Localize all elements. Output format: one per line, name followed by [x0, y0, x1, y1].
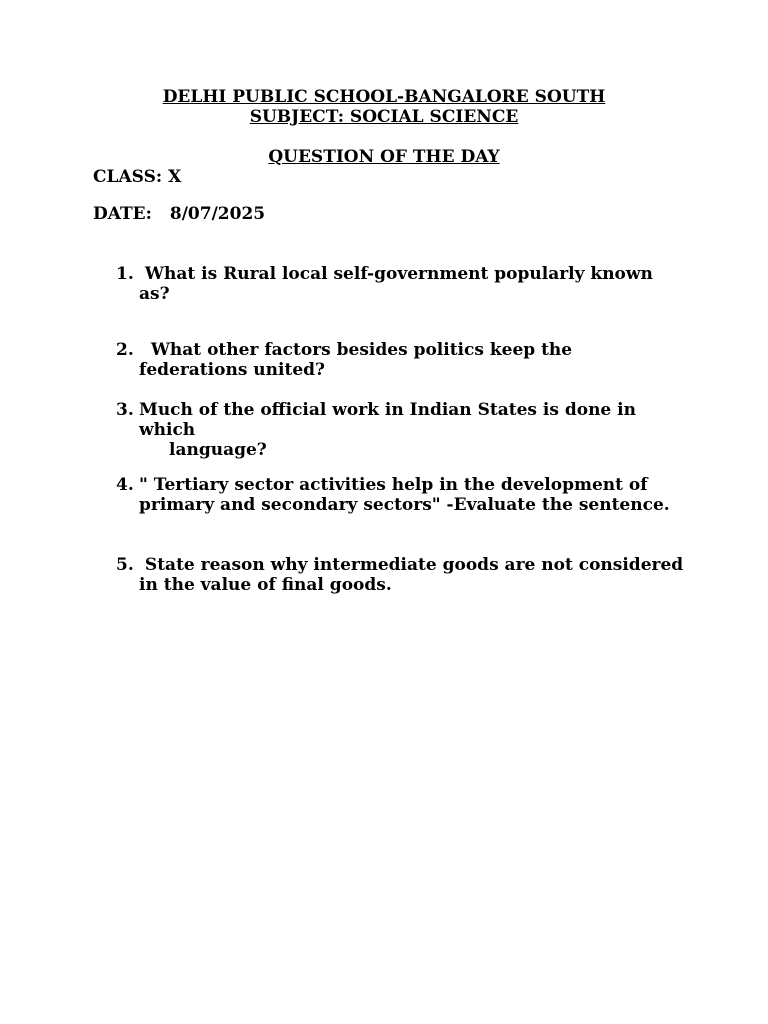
- question-text: " Tertiary sector activities help in the development of primary and secondary sectors" -Evaluate the sentence.: [139, 475, 670, 515]
- page-title: QUESTION OF THE DAY: [268, 147, 500, 167]
- question-number: 3.: [116, 400, 134, 420]
- question-number: 1.: [116, 264, 134, 284]
- question-text-continuation: language?: [169, 440, 267, 460]
- question-number: 4.: [116, 475, 134, 495]
- class-line: [93, 167, 181, 187]
- school-name: DELHI PUBLIC SCHOOL-BANGALORE SOUTH: [162, 87, 606, 107]
- date-label: DATE:: [93, 204, 152, 224]
- question-text: Much of the official work in Indian States is done in which: [139, 400, 636, 440]
- question-text: What is Rural local self-government popularly known as?: [139, 264, 659, 304]
- date-line: [93, 204, 265, 224]
- class-value: X: [168, 167, 182, 187]
- question-number: 2.: [116, 340, 134, 360]
- question-item-2: [116, 340, 686, 380]
- question-text: What other factors besides politics keep the federations united?: [139, 340, 579, 380]
- question-item-5: [116, 555, 690, 595]
- date-value: 8/07/2025: [169, 204, 266, 224]
- class-label: CLASS:: [93, 167, 163, 187]
- question-number: 5.: [116, 555, 134, 575]
- question-item-4: [116, 475, 686, 515]
- question-item-3: [116, 400, 686, 460]
- question-item-1: [116, 264, 686, 304]
- subject-heading: SUBJECT: SOCIAL SCIENCE: [249, 107, 519, 127]
- question-text: State reason why intermediate goods are not considered in the value of final goods.: [139, 555, 690, 595]
